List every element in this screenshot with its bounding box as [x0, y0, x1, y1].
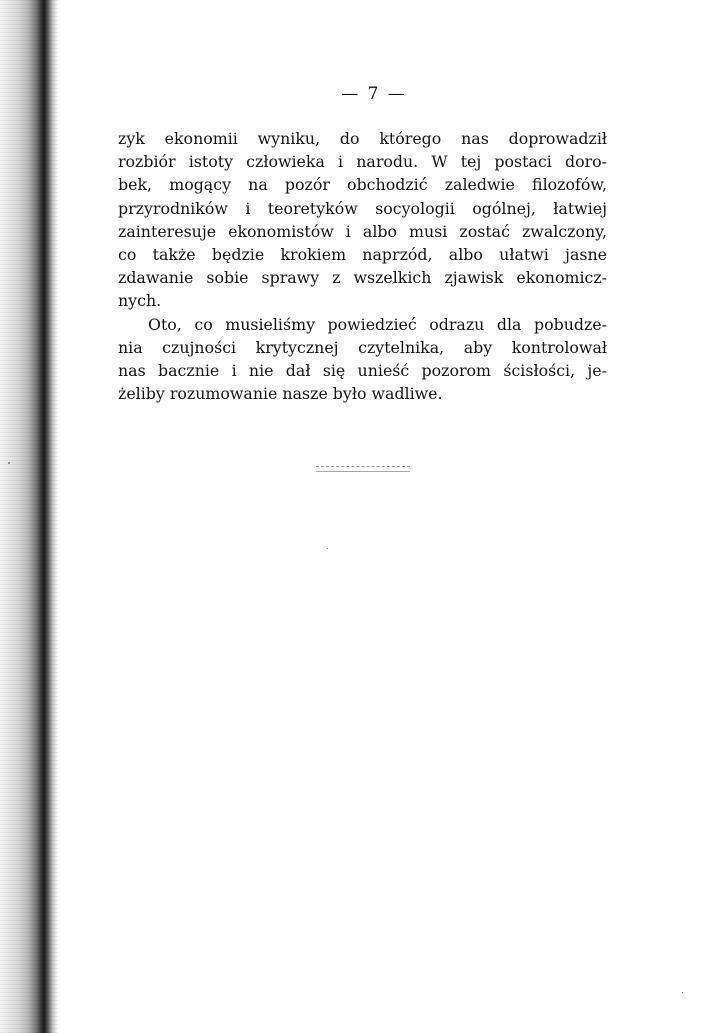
text-line: co także będzie krokiem naprzód, albo ułatwi jasne — [118, 244, 607, 264]
text-line: bek, mogący na pozór obchodzić zaledwie filozofów, — [118, 175, 607, 195]
text-line: zdawanie sobie sprawy z wszelkich zjawisk ekonomicz‐ — [118, 268, 607, 288]
binding-texture — [0, 0, 58, 1033]
rule-lower — [316, 471, 410, 472]
page-number: — 7 — — [341, 84, 407, 104]
text-line: nas bacznie i nie dał się unieść pozorom ścisłości, je‐ — [118, 360, 607, 380]
paragraph-start-line: Oto, co musieliśmy powiedzieć odrazu dla pobudze‐ — [148, 314, 607, 334]
rule-upper — [316, 466, 410, 467]
text-line: żeliby rozumowanie nasze było wadliwe. — [118, 384, 443, 404]
paper-speck — [8, 462, 10, 464]
text-line: zyk ekonomii wyniku, do którego nas doprowadził — [118, 129, 607, 148]
text-line: nych. — [118, 291, 162, 311]
paper-speck — [682, 992, 683, 993]
paper-speck — [327, 548, 328, 549]
end-of-text-rule — [316, 466, 410, 473]
body-text — [118, 127, 607, 405]
text-line: rozbiór istoty człowieka i narodu. W tej postaci doro‐ — [118, 152, 607, 172]
text-line: nia czujności krytycznej czytelnika, aby kontrolował — [118, 337, 607, 357]
text-line: przyrodników i teoretyków socyologii ogólnej, łatwiej — [118, 198, 607, 218]
text-line: zainteresuje ekonomistów i albo musi zostać zwalczony, — [118, 221, 607, 241]
